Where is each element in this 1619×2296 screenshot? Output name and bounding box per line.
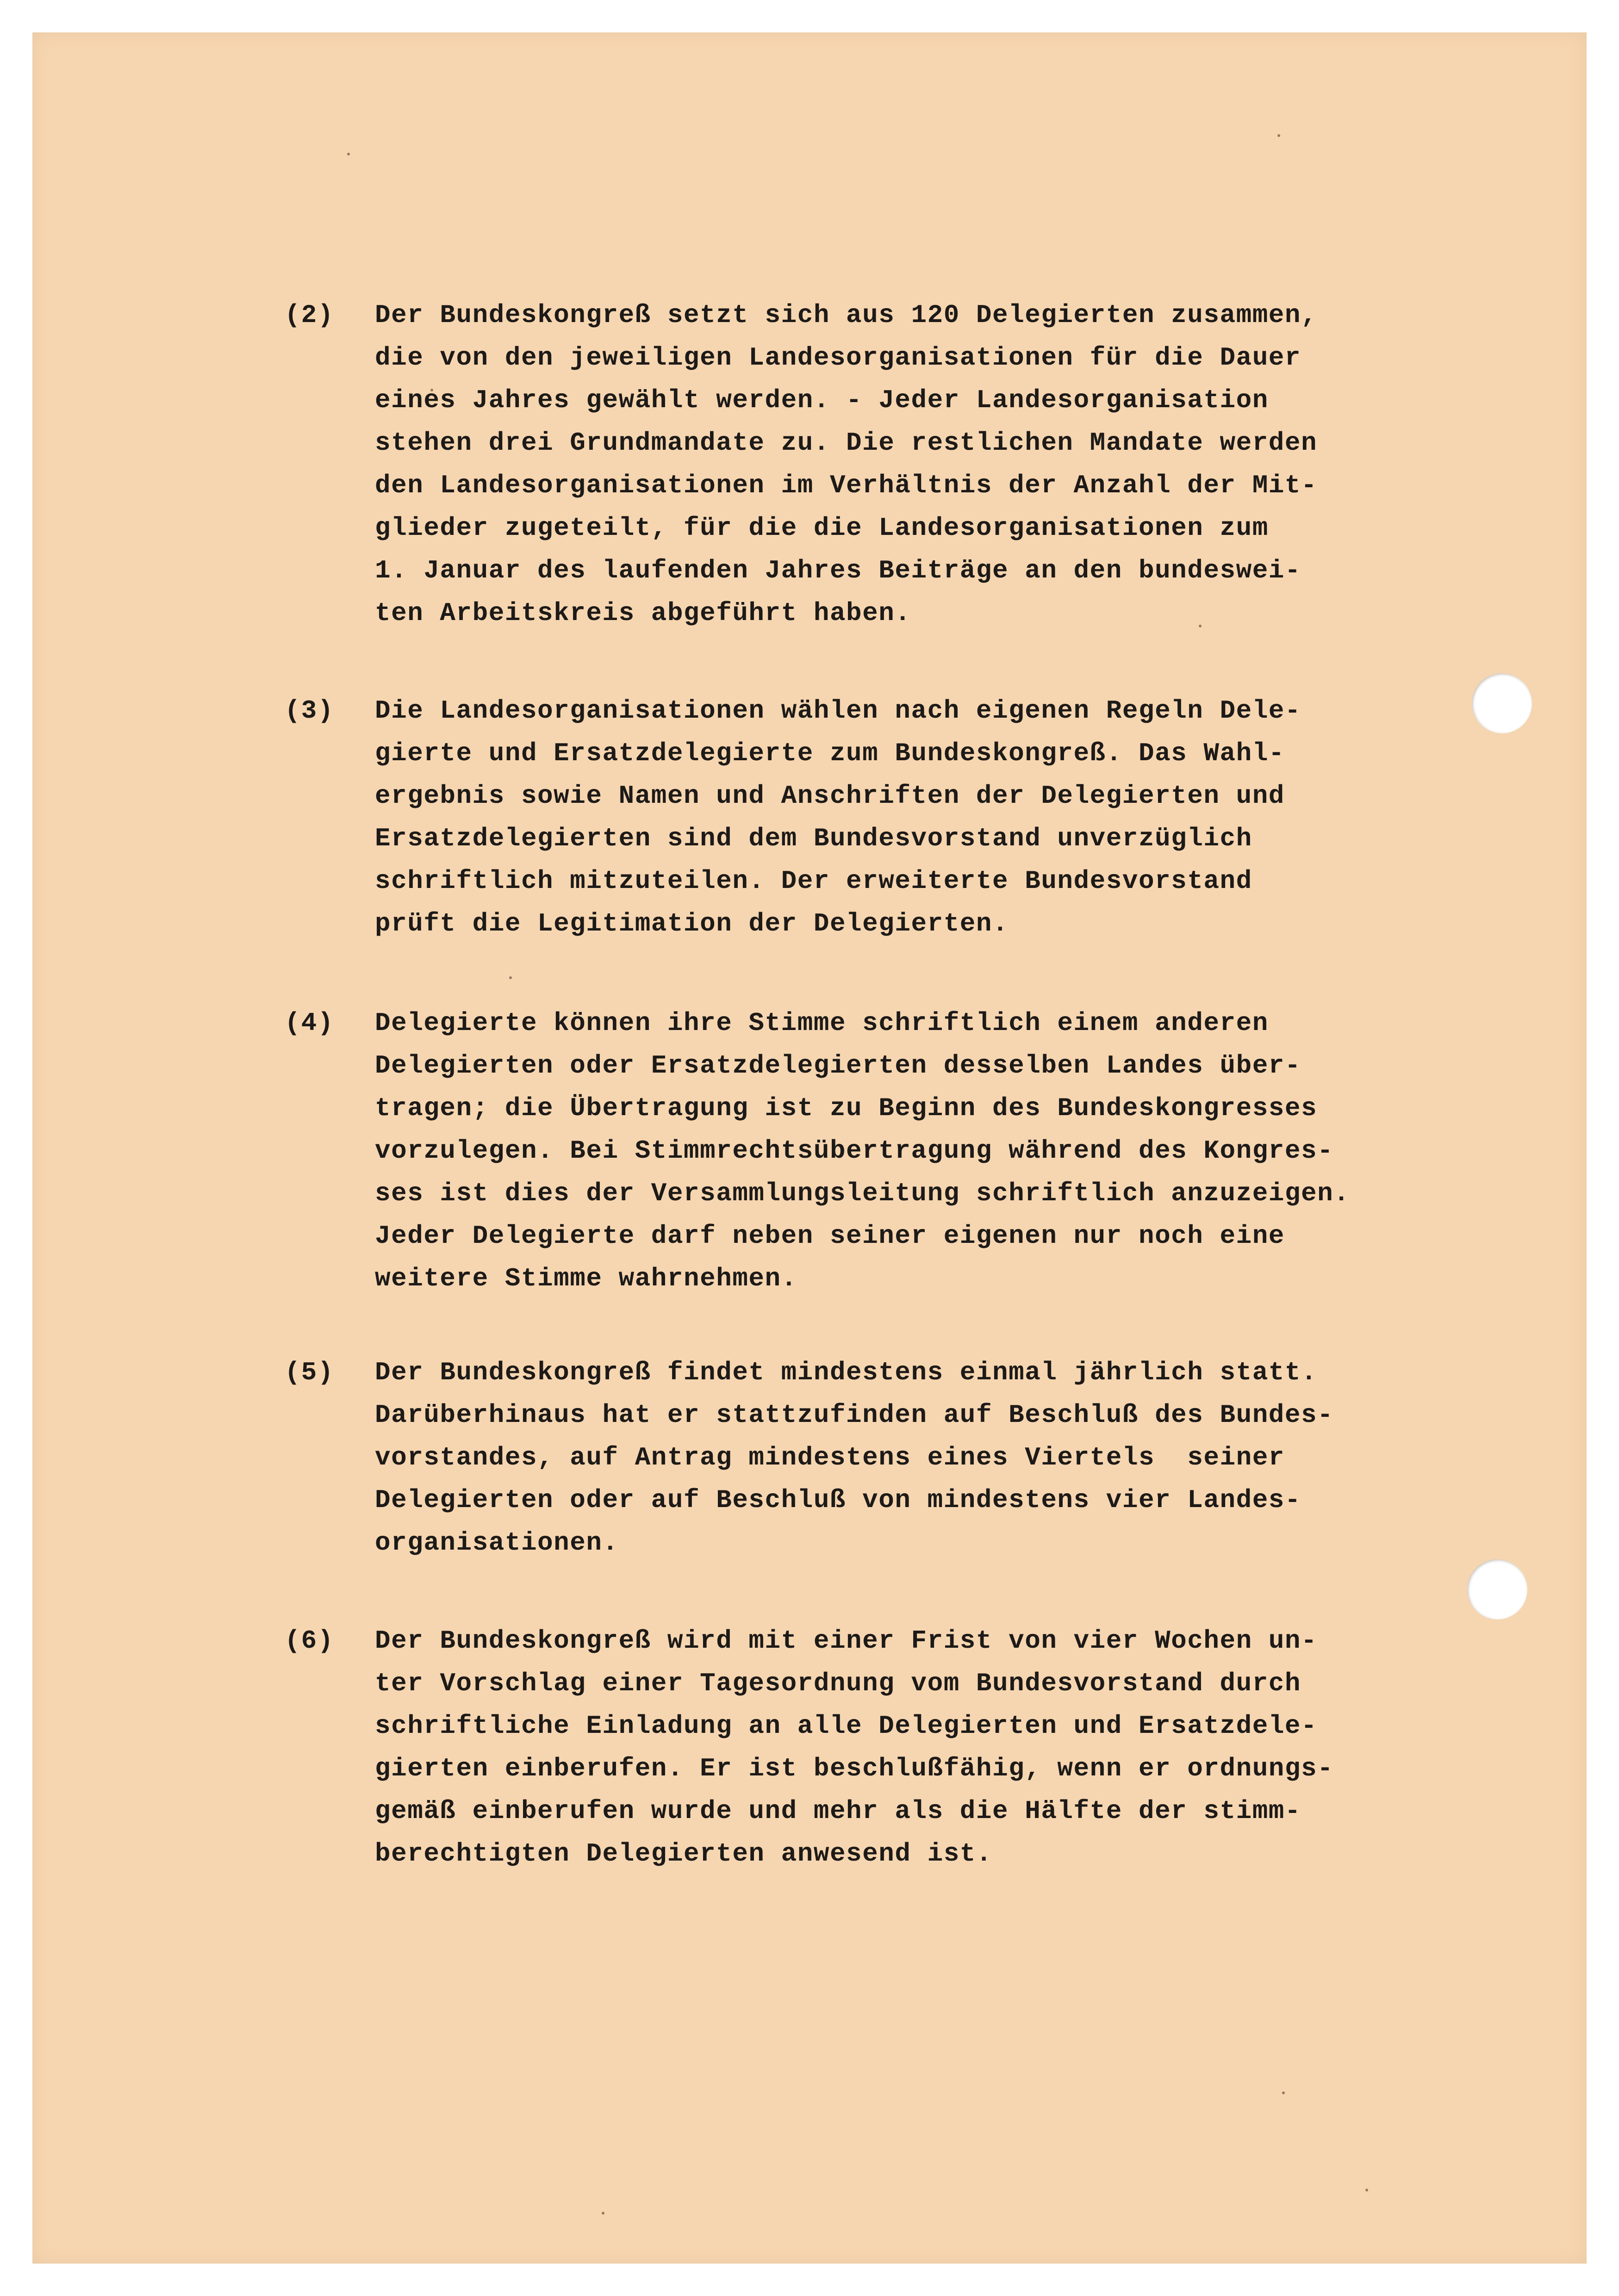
document-page bbox=[32, 32, 1587, 2264]
text-line: ter Vorschlag einer Tagesordnung vom Bundesvorstand durch bbox=[375, 1669, 1301, 1698]
text-line: gierte und Ersatzdelegierte zum Bundeskongreß. Das Wahl- bbox=[375, 738, 1285, 768]
text-line: ses ist dies der Versammlungsleitung schriftlich anzuzeigen. bbox=[375, 1179, 1350, 1208]
paragraph-2 bbox=[285, 294, 1541, 634]
paragraph-number: (6) bbox=[285, 1626, 334, 1656]
text-line: eines Jahres gewählt werden. - Jeder Landesorganisation bbox=[375, 385, 1269, 415]
text-line: organisationen. bbox=[375, 1528, 619, 1558]
text-line: Der Bundeskongreß wird mit einer Frist von vier Wochen un- bbox=[375, 1626, 1318, 1656]
text-line: gierten einberufen. Er ist beschlußfähig, wenn er ordnungs- bbox=[375, 1754, 1334, 1783]
text-line: weitere Stimme wahrnehmen. bbox=[375, 1264, 797, 1293]
paragraph-number: (5) bbox=[285, 1358, 334, 1387]
paragraph-number: (3) bbox=[285, 696, 334, 726]
text-line: schriftliche Einladung an alle Delegierten und Ersatzdele- bbox=[375, 1711, 1318, 1741]
text-line: berechtigten Delegierten anwesend ist. bbox=[375, 1839, 993, 1868]
text-line: vorzulegen. Bei Stimmrechtsübertragung während des Kongres- bbox=[375, 1136, 1334, 1166]
text-line: Der Bundeskongreß setzt sich aus 120 Delegierten zusammen, bbox=[375, 300, 1318, 330]
text-line: ergebnis sowie Namen und Anschriften der Delegierten und bbox=[375, 781, 1285, 811]
text-line: die von den jeweiligen Landesorganisationen für die Dauer bbox=[375, 343, 1301, 372]
text-line: gemäß einberufen wurde und mehr als die Hälfte der stimm- bbox=[375, 1796, 1301, 1826]
text-line: Der Bundeskongreß findet mindestens einmal jährlich statt. bbox=[375, 1358, 1318, 1387]
paragraph-4 bbox=[285, 1002, 1541, 1300]
text-line: glieder zugeteilt, für die die Landesorganisationen zum bbox=[375, 513, 1269, 543]
document-body bbox=[32, 32, 1587, 2264]
paragraph-5 bbox=[285, 1351, 1541, 1564]
text-line: Ersatzdelegierten sind dem Bundesvorstand unverzüglich bbox=[375, 824, 1252, 853]
paragraph-number: (4) bbox=[285, 1008, 334, 1038]
text-line: prüft die Legitimation der Delegierten. bbox=[375, 909, 1009, 938]
text-line: Delegierten oder Ersatzdelegierten desselben Landes über- bbox=[375, 1051, 1301, 1080]
text-line: Die Landesorganisationen wählen nach eigenen Regeln Dele- bbox=[375, 696, 1301, 726]
text-line: ten Arbeitskreis abgeführt haben. bbox=[375, 598, 911, 628]
paragraph-6 bbox=[285, 1620, 1541, 1875]
text-line: 1. Januar des laufenden Jahres Beiträge an den bundeswei- bbox=[375, 556, 1301, 585]
text-line: vorstandes, auf Antrag mindestens eines Viertels seiner bbox=[375, 1443, 1285, 1472]
text-line: Delegierten oder auf Beschluß von mindestens vier Landes- bbox=[375, 1485, 1301, 1515]
text-line: den Landesorganisationen im Verhältnis der Anzahl der Mit- bbox=[375, 471, 1318, 500]
paragraph-3 bbox=[285, 689, 1541, 945]
text-line: schriftlich mitzuteilen. Der erweiterte Bundesvorstand bbox=[375, 866, 1252, 896]
paragraph-number: (2) bbox=[285, 300, 334, 330]
text-line: stehen drei Grundmandate zu. Die restlichen Mandate werden bbox=[375, 428, 1318, 458]
text-line: tragen; die Übertragung ist zu Beginn des Bundeskongresses bbox=[375, 1093, 1318, 1123]
text-line: Darüberhinaus hat er stattzufinden auf Beschluß des Bundes- bbox=[375, 1400, 1334, 1430]
text-line: Jeder Delegierte darf neben seiner eigenen nur noch eine bbox=[375, 1221, 1285, 1251]
text-line: Delegierte können ihre Stimme schriftlich einem anderen bbox=[375, 1008, 1269, 1038]
